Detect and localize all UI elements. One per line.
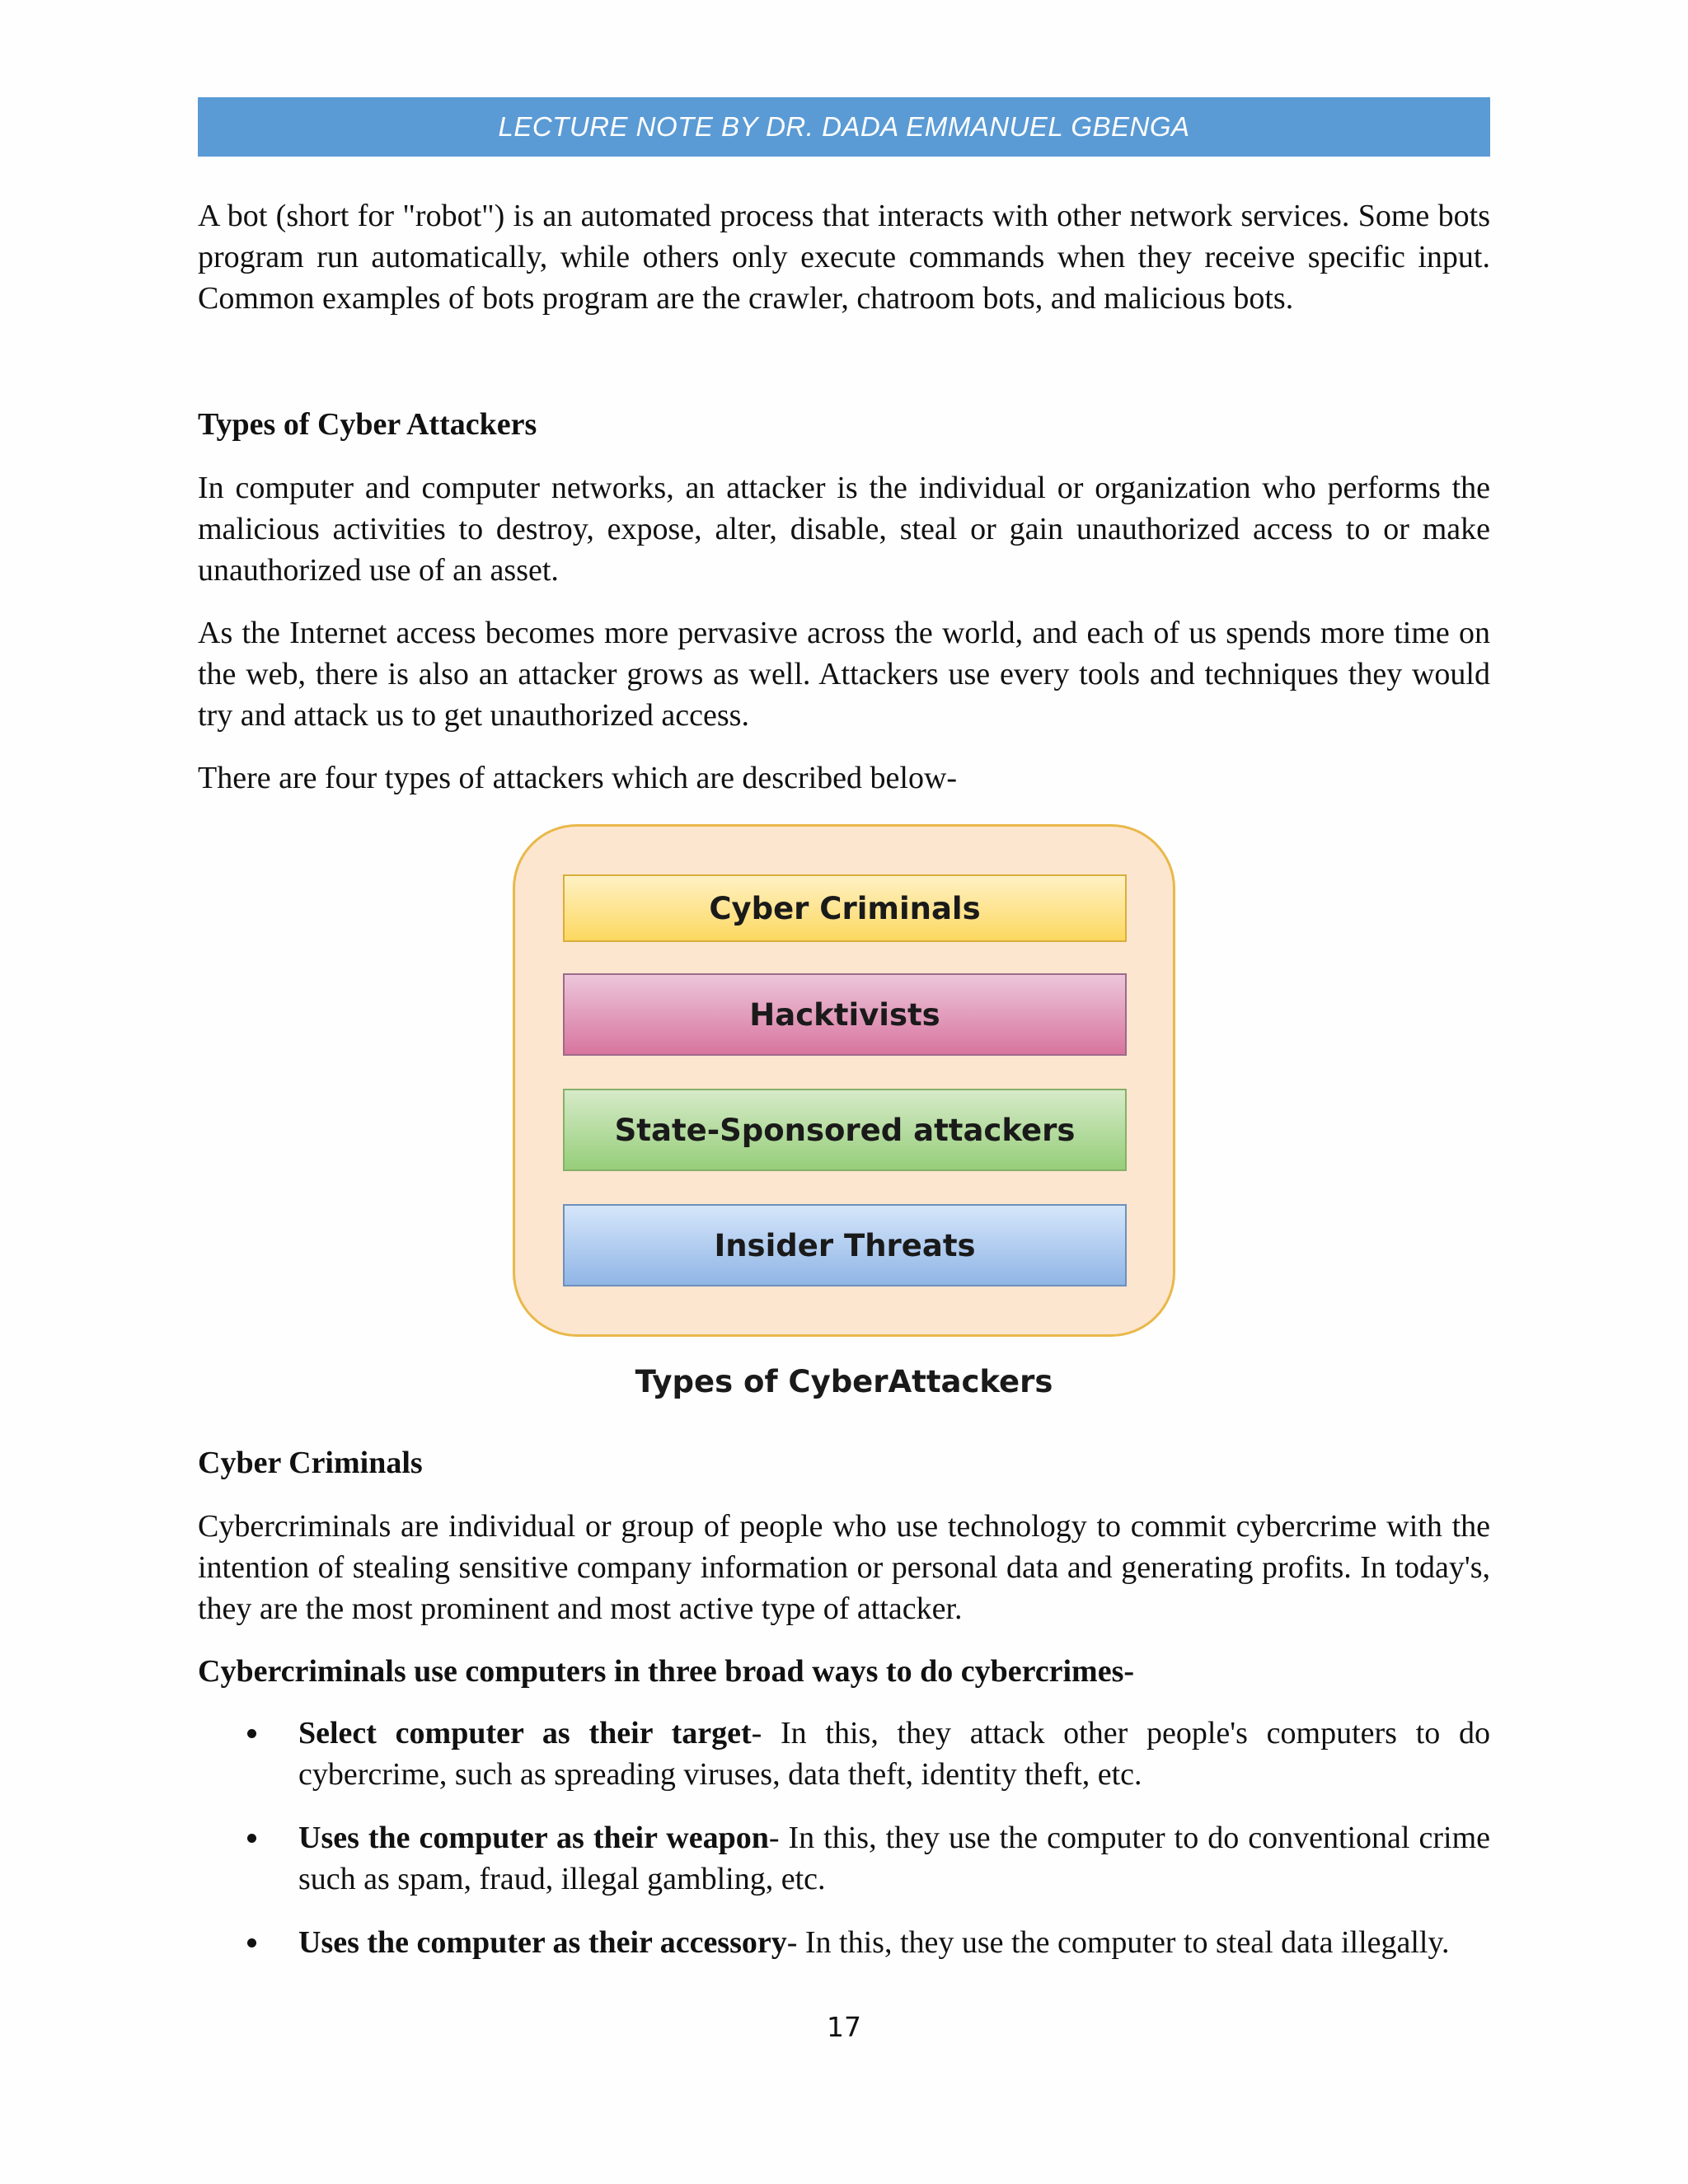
cyber-criminals-heading: Cyber Criminals [198,1446,423,1480]
diagram-box-hacktivists: Hacktivists [563,973,1127,1056]
attacker-types-diagram [513,824,1175,1337]
list-item-text: - In this, they use the computer to do conventional crime such as spam, fraud, illegal gambling, etc. [298,1821,1490,1896]
list-item-title: Select computer as their target [298,1716,752,1750]
lecture-header [198,97,1490,157]
diagram-box-cyber-criminals: Cyber Criminals [563,874,1127,942]
list-item [198,1713,1490,1795]
cyber-criminals-paragraph: Cybercriminals are individual or group of people who use technology to commit cybercrime with the intention of stealing sensitive company information or personal data and generating profits. In today's, they are the most prominent and most active type of attacker. [198,1509,1490,1626]
three-ways-list [198,1713,1490,1985]
bot-paragraph: A bot (short for "robot") is an automated process that interacts with other network services. Some bots program run automatically, while others only execute commands when they receive specific input. Common examples of bots program are the crawler, chatroom bots, and malicious bots. [198,199,1490,316]
types-heading: Types of Cyber Attackers [198,407,537,442]
list-item [198,1922,1490,1963]
attacker-definition-paragraph: In computer and computer networks, an attacker is the individual or organization who performs the malicious activities to destroy, expose, alter, disable, steal or gain unauthorized access to or make unauthorized use of an asset. [198,471,1490,588]
four-types-intro: There are four types of attackers which are described below- [198,761,958,795]
diagram-box-state-sponsored: State-Sponsored attackers [563,1089,1127,1171]
list-item-title: Uses the computer as their weapon [298,1821,769,1855]
bullet-icon [247,1834,256,1843]
bullet-icon [247,1938,256,1947]
three-ways-subheading: Cybercriminals use computers in three broad ways to do cybercrimes- [198,1654,1135,1689]
diagram-caption: Types of CyberAttackers [635,1364,1053,1399]
internet-paragraph: As the Internet access becomes more pervasive across the world, and each of us spends more time on the web, there is also an attacker grows as well. Attackers use every tools and techniques they would try and attack us to get unauthorized access. [198,616,1490,733]
header-title: LECTURE NOTE BY DR. DADA EMMANUEL GBENGA [498,111,1190,142]
diagram-box-insider-threats: Insider Threats [563,1204,1127,1286]
page-number: 17 [827,2011,861,2043]
list-item-title: Uses the computer as their accessory [298,1925,787,1960]
list-item-text: - In this, they use the computer to steal data illegally. [786,1925,1450,1960]
list-item [198,1817,1490,1900]
list-item-text: - In this, they attack other people's computers to do cybercrime, such as spreading viruses, data theft, identity theft, etc. [298,1716,1490,1792]
bullet-icon [247,1729,256,1738]
